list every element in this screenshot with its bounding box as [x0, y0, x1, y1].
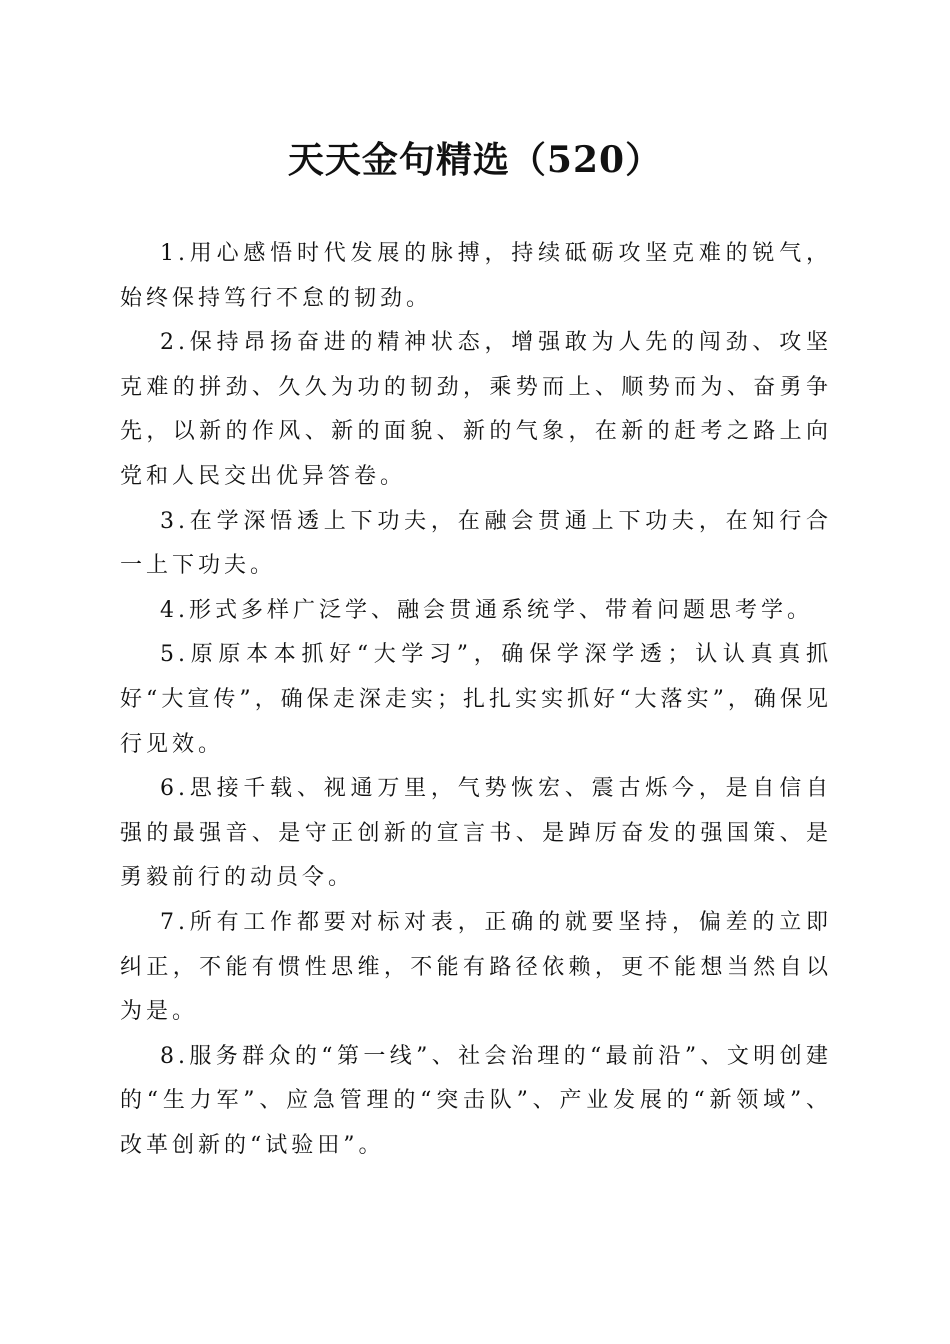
quote-text: 所有工作都要对标对表，正确的就要坚持，偏差的立即纠正，不能有惯性思维，不能有路径依赖，更不能想当然自以为是。 [120, 909, 832, 1025]
quote-text: 在学深悟透上下功夫，在融会贯通上下功夫，在知行合一上下功夫。 [120, 508, 832, 579]
quote-paragraph-5 [120, 633, 832, 767]
quote-number: 6. [160, 776, 189, 802]
quote-text: 保持昂扬奋进的精神状态，增强敢为人先的闯劲、攻坚克难的拼劲、久久为功的韧劲，乘势而上、顺势而为、奋勇争先，以新的作风、新的面貌、新的气象，在新的赶考之路上向党和人民交出优异答卷。 [120, 330, 832, 489]
quote-paragraph-6 [120, 767, 832, 901]
quote-text: 服务群众的“第一线”、社会治理的“最前沿”、文明创建的“生力军”、应急管理的“突击队”、产业发展的“新领域”、改革创新的“试验田”。 [120, 1043, 832, 1158]
quote-paragraph-2 [120, 321, 832, 499]
quote-number: 4. [160, 597, 189, 623]
document-body [120, 232, 832, 1168]
quote-number: 7. [160, 909, 189, 935]
quote-paragraph-7 [120, 901, 832, 1035]
quote-paragraph-8 [120, 1035, 832, 1169]
quote-number: 3. [160, 508, 189, 534]
quote-text: 用心感悟时代发展的脉搏，持续砥砺攻坚克难的锐气，始终保持笃行不怠的韧劲。 [120, 241, 832, 311]
quote-text: 原原本本抓好“大学习”，确保学深学透；认认真真抓好“大宣传”，确保走深走实；扎扎实实抓好“大落实”，确保见行见效。 [120, 642, 832, 757]
quote-text: 思接千载、视通万里，气势恢宏、震古烁今，是自信自强的最强音、是守正创新的宣言书、是踔厉奋发的强国策、是勇毅前行的动员令。 [120, 776, 832, 891]
quote-number: 2. [160, 330, 189, 356]
quote-number: 5. [160, 642, 189, 668]
quote-paragraph-3 [120, 500, 832, 589]
quote-paragraph-4 [120, 589, 832, 634]
quote-paragraph-1 [120, 232, 832, 321]
quote-number: 1. [160, 241, 189, 266]
quote-number: 8. [160, 1043, 189, 1069]
document-title: 天天金句精选（520） [287, 139, 663, 181]
quote-text: 形式多样广泛学、融会贯通系统学、带着问题思考学。 [189, 597, 814, 623]
